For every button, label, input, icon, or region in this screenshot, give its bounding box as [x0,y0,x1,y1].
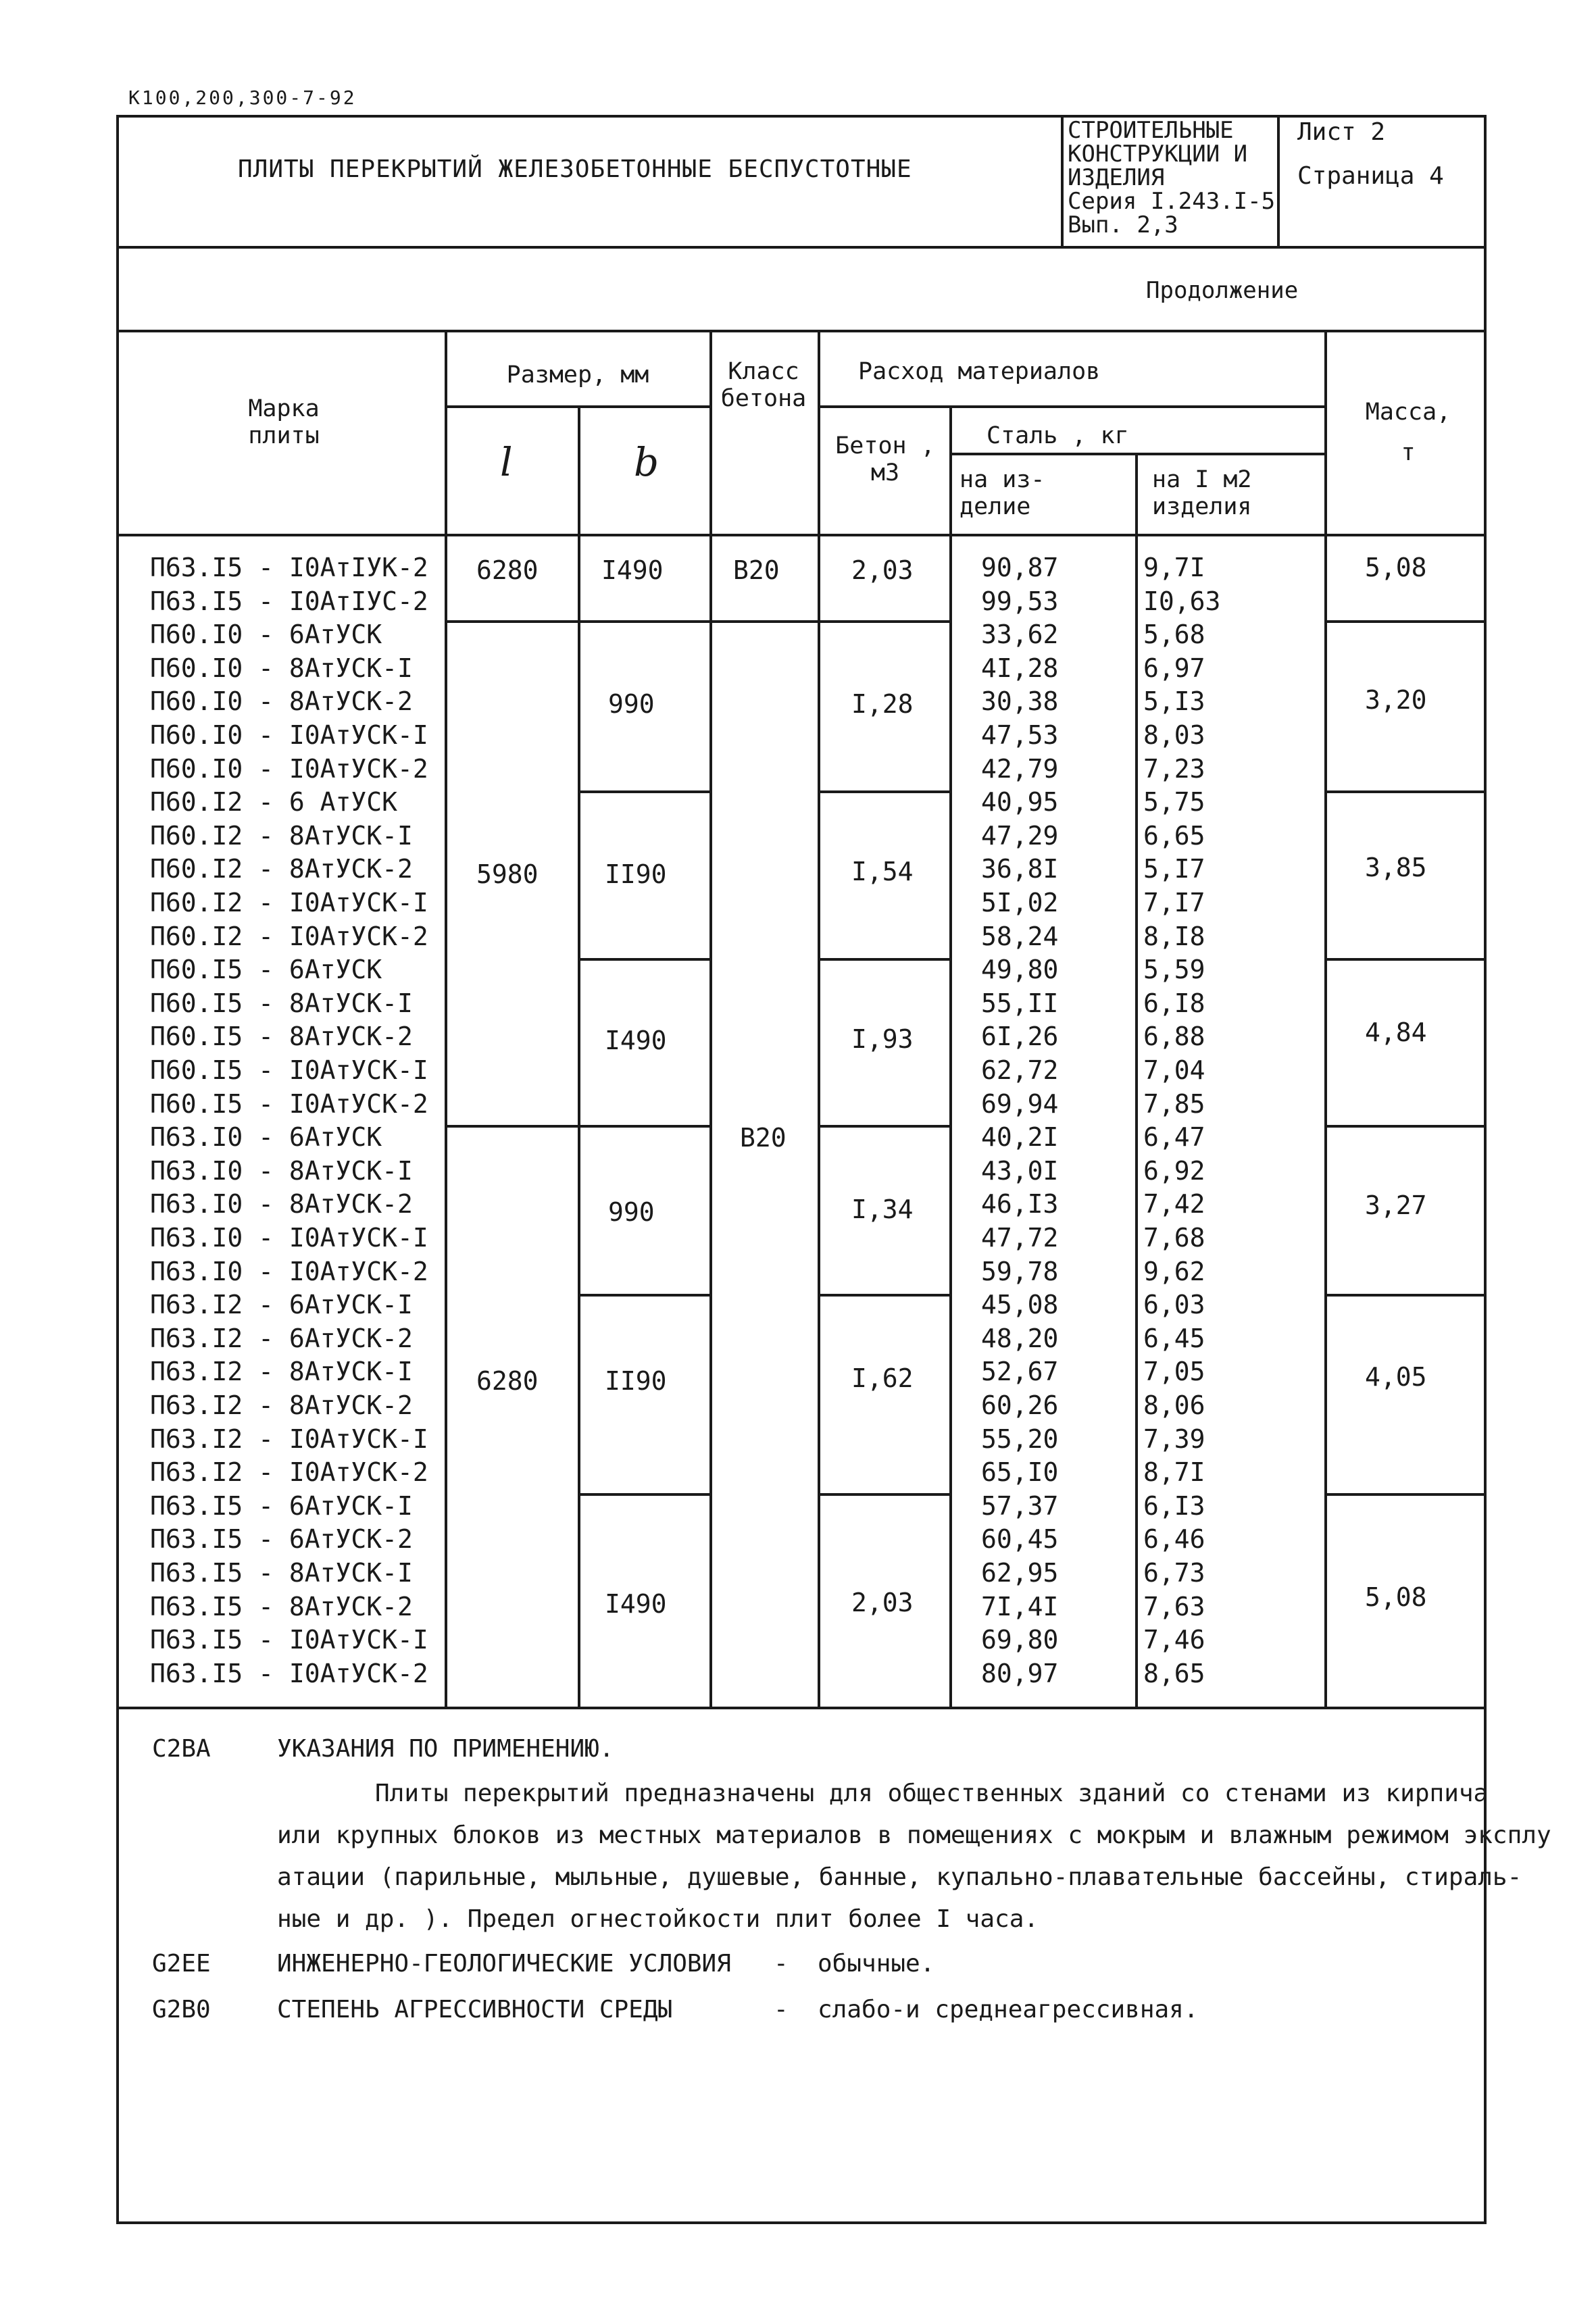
note-code: G2B0 [152,1996,211,2023]
row-steel-per-m2: 8,7I [1143,1457,1205,1488]
header-concrete-line: Бетон , [835,432,935,459]
table-row [150,553,1366,586]
note-line: атации (парильные, мыльные, душевые, банные, купально-плавательные бассейны, стираль- [277,1863,1522,1891]
group-b-value: II90 [605,1366,667,1396]
header-steel: Сталь , кг [987,422,1129,449]
header-concrete-line: м3 [870,459,900,486]
group-concrete-value: I,62 [851,1363,914,1393]
table-row [150,1625,1366,1658]
row-mark: П63.I2 - I0АтУСК-2 [150,1457,428,1488]
row-steel-per-item: 90,87 [981,553,1059,582]
row-steel-per-item: 47,72 [981,1223,1059,1253]
row-mark: П60.I5 - 8АтУСК-2 [150,1022,413,1052]
row-mark: П63.I5 - 8АтУСК-2 [150,1591,413,1621]
row-mark: П63.I2 - 8АтУСК-2 [150,1390,413,1420]
row-steel-per-m2: 7,04 [1143,1055,1205,1085]
row-steel-per-item: 47,29 [981,820,1059,851]
header-per-item [959,466,1045,520]
row-mark: П63.I5 - 6АтУСК-2 [150,1524,413,1555]
row-mark: П63.I5 - I0АтIУК-2 [150,553,428,582]
header-bottom-line [116,246,1487,249]
header-consumption: Расход материалов [858,358,1101,385]
table-row [150,787,1366,820]
header-divider-1 [1061,115,1064,247]
table-row [150,620,1366,653]
row-steel-per-item: 57,37 [981,1490,1059,1521]
header-per-item-line: на из- [959,466,1045,493]
table-row [150,1524,1366,1557]
header-per-m2 [1152,466,1252,520]
table-top-line [116,330,1487,332]
page-number: Страница 4 [1297,162,1444,190]
header-divider-2 [1277,115,1280,247]
row-steel-per-item: 62,95 [981,1558,1059,1588]
header-concrete [821,432,949,486]
header-mark-line: Марка [248,395,320,422]
row-mark: П63.I5 - 8АтУСК-I [150,1558,413,1588]
row-steel-per-item: 48,20 [981,1323,1059,1353]
row-steel-per-item: 42,79 [981,753,1059,784]
row-steel-per-item: 33,62 [981,620,1059,650]
header-per-m2-line: на I м2 [1152,466,1252,493]
row-steel-per-m2: 8,03 [1143,720,1205,750]
series-block [1068,119,1275,237]
continuation-label: Продолжение [1146,277,1299,304]
row-steel-per-item: 49,80 [981,955,1059,985]
table-row [150,988,1366,1022]
row-mark: П60.I5 - 6АтУСК [150,955,382,985]
row-mark: П60.I0 - 8АтУСК-2 [150,686,413,717]
table-bottom-line [116,1707,1487,1709]
note-dash: - [774,1950,789,1978]
row-steel-per-item: 5I,02 [981,888,1059,917]
series-line: КОНСТРУКЦИИ И [1068,141,1248,168]
row-steel-per-item: 60,26 [981,1390,1059,1420]
note-label: СТЕПЕНЬ АГРЕССИВНОСТИ СРЕДЫ [277,1996,673,2023]
table-row [150,1357,1366,1390]
row-steel-per-m2: 5,68 [1143,620,1205,650]
row-mark: П63.I0 - 8АтУСК-I [150,1155,413,1186]
table-row [150,586,1366,620]
row-steel-per-item: 99,53 [981,586,1059,616]
table-row [150,1558,1366,1591]
group-class-value: B20 [733,555,780,585]
group-mass-value: 3,27 [1365,1190,1427,1220]
group-l-value: 5980 [476,859,539,889]
steel-subline [949,453,1326,455]
header-per-m2-line: изделия [1152,493,1252,520]
row-steel-per-m2: 7,05 [1143,1357,1205,1387]
row-mark: П60.I2 - I0АтУСК-2 [150,921,428,951]
note-line: ные и др. ). Предел огнестойкости плит более I часа. [277,1905,1039,1933]
row-mark: П63.I0 - I0АтУСК-2 [150,1256,428,1286]
group-concrete-value: I,28 [851,689,914,719]
row-steel-per-item: 7I,4I [981,1591,1059,1621]
sheet-number: Лист 2 [1297,118,1386,146]
note-code: C2BA [152,1735,211,1763]
table-row [150,888,1366,921]
table-row [150,854,1366,887]
group-class-value: B20 [740,1123,787,1153]
document-code: К100,200,300-7-92 [128,86,357,109]
row-steel-per-m2: 6,47 [1143,1122,1205,1153]
row-steel-per-m2: 6,65 [1143,820,1205,851]
table-row [150,1189,1366,1222]
header-mass-line: т [1401,439,1416,466]
row-mark: П63.I5 - I0АтУСК-2 [150,1658,428,1688]
row-mark: П60.I2 - I0АтУСК-I [150,888,428,917]
table-row [150,1022,1366,1055]
row-steel-per-m2: 7,I7 [1143,888,1205,917]
table-row [150,922,1366,955]
note-label: ИНЖЕНЕРНО-ГЕОЛОГИЧЕСКИЕ УСЛОВИЯ [277,1950,731,1978]
row-steel-per-m2: 9,62 [1143,1256,1205,1286]
row-steel-per-m2: 6,97 [1143,653,1205,683]
table-row [150,1592,1366,1625]
row-steel-per-m2: 8,06 [1143,1390,1205,1420]
table-row [150,1055,1366,1088]
group-b-value: 990 [608,1197,655,1227]
row-steel-per-item: 30,38 [981,686,1059,717]
table-row [150,1290,1366,1323]
group-b-value: I490 [605,1026,667,1055]
document-title: ПЛИТЫ ПЕРЕКРЫТИЙ ЖЕЛЕЗОБЕТОННЫЕ БЕСПУСТОТНЫЕ [238,155,912,183]
row-mark: П60.I2 - 8АтУСК-I [150,820,413,851]
header-class-line: бетона [720,385,807,412]
row-steel-per-m2: 7,85 [1143,1088,1205,1119]
size-subline [445,405,711,408]
row-steel-per-m2: 7,68 [1143,1223,1205,1253]
row-steel-per-item: 36,8I [981,854,1059,884]
row-mark: П60.I0 - I0АтУСК-I [150,720,428,750]
row-mark: П63.I5 - I0АтIУС-2 [150,586,428,616]
row-steel-per-m2: 6,88 [1143,1022,1205,1052]
row-steel-per-m2: 9,7I [1143,553,1205,582]
row-steel-per-m2: 5,75 [1143,787,1205,818]
table-row [150,1390,1366,1424]
group-concrete-value: 2,03 [851,555,914,585]
group-concrete-value: I,54 [851,857,914,886]
note-dash: - [774,1996,789,2023]
row-steel-per-item: 55,II [981,988,1059,1018]
row-steel-per-item: 52,67 [981,1357,1059,1387]
series-line: Серия I.243.I-5 [1068,188,1276,215]
table-row [150,1457,1366,1490]
row-steel-per-m2: 6,46 [1143,1524,1205,1555]
row-mark: П63.I5 - I0АтУСК-I [150,1625,428,1655]
row-mark: П63.I0 - I0АтУСК-I [150,1223,428,1253]
header-class [709,358,818,412]
group-mass-value: 4,84 [1365,1017,1427,1047]
header-size-l: l [500,439,513,485]
header-mark [196,395,372,449]
consumption-subline [818,405,1326,408]
row-steel-per-m2: 6,I8 [1143,988,1205,1018]
table-row [150,955,1366,988]
group-b-value: II90 [605,859,667,889]
group-l-value: 6280 [476,1366,539,1396]
row-steel-per-m2: 6,I3 [1143,1490,1205,1521]
row-steel-per-item: 59,78 [981,1256,1059,1286]
table-row [150,1424,1366,1457]
row-steel-per-item: 40,2I [981,1122,1059,1153]
table-row [150,1223,1366,1256]
row-mark: П63.I2 - 6АтУСК-2 [150,1323,413,1353]
row-steel-per-item: 69,80 [981,1625,1059,1655]
row-steel-per-item: 4I,28 [981,653,1059,683]
row-mark: П60.I0 - 6АтУСК [150,620,382,650]
row-steel-per-item: 45,08 [981,1290,1059,1320]
row-steel-per-item: 65,I0 [981,1457,1059,1488]
row-steel-per-item: 69,94 [981,1088,1059,1119]
series-line: ИЗДЕЛИЯ [1068,164,1165,191]
note-code: G2EE [152,1950,211,1978]
row-mark: П60.I5 - 8АтУСК-I [150,988,413,1018]
row-steel-per-item: 43,0I [981,1155,1059,1186]
header-row-line [116,534,1487,536]
row-steel-per-item: 40,95 [981,787,1059,818]
row-steel-per-m2: 7,23 [1143,753,1205,784]
table-row [150,686,1366,720]
group-concrete-value: I,34 [851,1194,914,1224]
header-size-b: b [634,439,659,485]
table-row [150,821,1366,854]
table-row [150,1122,1366,1155]
row-steel-per-m2: 6,03 [1143,1290,1205,1320]
row-mark: П60.I2 - 6 АтУСК [150,787,398,818]
note-line: или крупных блоков из местных материалов в помещениях с мокрым и влажным режимом эксплу [277,1821,1551,1849]
row-mark: П63.I2 - I0АтУСК-I [150,1424,428,1454]
group-b-value: I490 [605,1589,667,1619]
note-value: слабо-и среднеагрессивная. [818,1996,1199,2023]
row-steel-per-item: 47,53 [981,720,1059,750]
row-steel-per-item: 55,20 [981,1424,1059,1454]
series-line: Вып. 2,3 [1068,211,1178,238]
table-row [150,1156,1366,1189]
note-value: обычные. [818,1950,935,1978]
group-b-value: I490 [601,555,664,585]
table-row [150,754,1366,787]
row-steel-per-m2: 7,46 [1143,1625,1205,1655]
group-mass-value: 3,85 [1365,853,1427,882]
row-mark: П60.I0 - 8АтУСК-I [150,653,413,683]
group-mass-value: 4,05 [1365,1362,1427,1392]
row-steel-per-m2: 6,73 [1143,1558,1205,1588]
group-mass-value: 3,20 [1365,685,1427,715]
row-mark: П60.I5 - I0АтУСК-I [150,1055,428,1085]
row-mark: П63.I2 - 6АтУСК-I [150,1290,413,1320]
row-steel-per-m2: 7,39 [1143,1424,1205,1454]
row-mark: П63.I0 - 6АтУСК [150,1122,382,1153]
table-row [150,1257,1366,1290]
row-steel-per-m2: 7,63 [1143,1591,1205,1621]
table-row [150,1324,1366,1357]
row-mark: П60.I2 - 8АтУСК-2 [150,854,413,884]
table-row [150,1491,1366,1524]
row-mark: П63.I2 - 8АтУСК-I [150,1357,413,1387]
row-mark: П60.I5 - I0АтУСК-2 [150,1088,428,1119]
group-mass-value: 5,08 [1365,553,1427,582]
row-steel-per-m2: 7,42 [1143,1189,1205,1219]
row-steel-per-item: 6I,26 [981,1022,1059,1052]
table-row [150,1089,1366,1122]
row-steel-per-item: 58,24 [981,921,1059,951]
note-line: Плиты перекрытий предназначены для общественных зданий со стенами из кирпича [375,1780,1489,1807]
header-size: Размер, мм [506,361,649,388]
header-per-item-line: делие [959,493,1031,520]
table-row [150,1659,1366,1692]
row-steel-per-m2: 8,I8 [1143,921,1205,951]
row-steel-per-item: 62,72 [981,1055,1059,1085]
series-line: СТРОИТЕЛЬНЫЕ [1068,117,1234,144]
row-steel-per-item: 80,97 [981,1658,1059,1688]
row-steel-per-m2: 8,65 [1143,1658,1205,1688]
row-steel-per-m2: 6,92 [1143,1155,1205,1186]
row-steel-per-m2: I0,63 [1143,586,1221,616]
group-concrete-value: I,93 [851,1024,914,1054]
row-steel-per-item: 46,I3 [981,1189,1059,1219]
row-steel-per-m2: 6,45 [1143,1323,1205,1353]
row-mark: П63.I5 - 6АтУСК-I [150,1490,413,1521]
header-mass [1330,399,1487,466]
group-concrete-value: 2,03 [851,1588,914,1617]
table-row [150,720,1366,753]
group-mass-value: 5,08 [1365,1582,1427,1612]
table-row [150,653,1366,686]
header-class-line: Класс [728,358,799,385]
row-mark: П63.I0 - 8АтУСК-2 [150,1189,413,1219]
note-title: УКАЗАНИЯ ПО ПРИМЕНЕНИЮ. [277,1735,614,1763]
group-l-value: 6280 [476,555,539,585]
row-mark: П60.I0 - I0АтУСК-2 [150,753,428,784]
row-steel-per-item: 60,45 [981,1524,1059,1555]
row-steel-per-m2: 5,59 [1143,955,1205,985]
row-steel-per-m2: 5,I3 [1143,686,1205,717]
header-mass-line: Масса, [1365,399,1451,426]
row-steel-per-m2: 5,I7 [1143,854,1205,884]
header-mark-line: плиты [248,422,320,449]
group-b-value: 990 [608,689,655,719]
